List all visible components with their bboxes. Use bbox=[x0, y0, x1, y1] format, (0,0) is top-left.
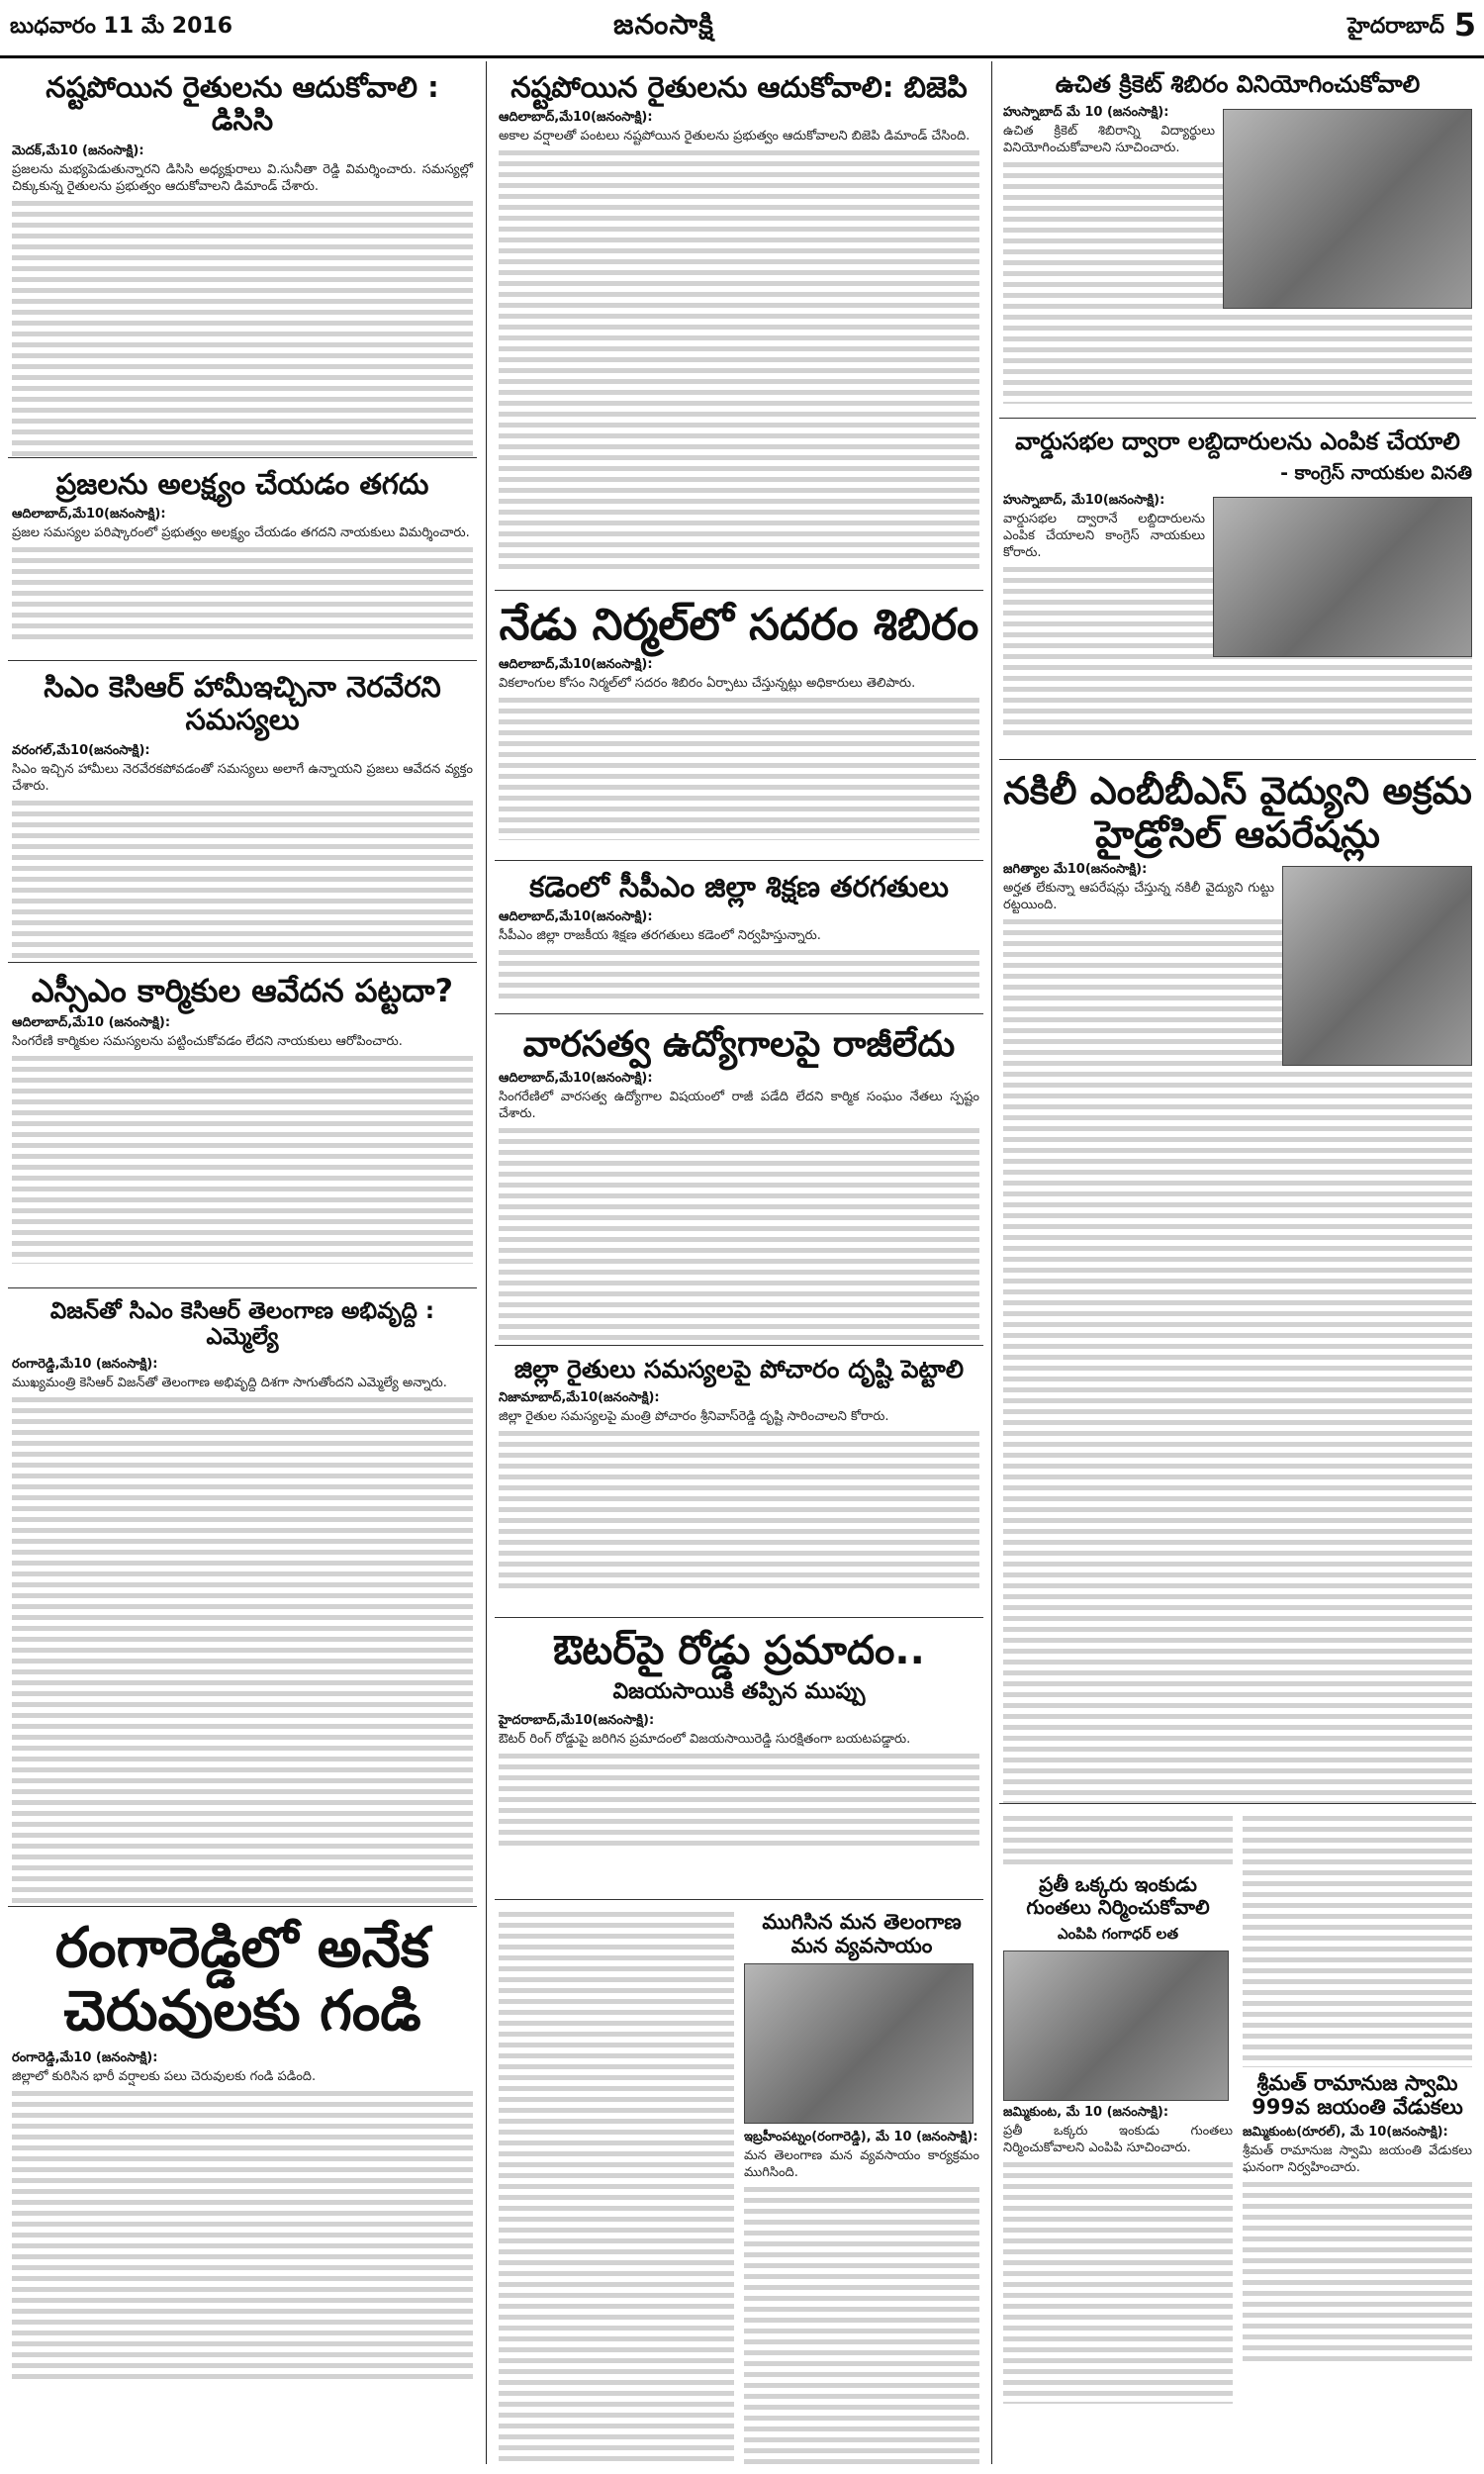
article-outer-accident bbox=[495, 1618, 983, 1900]
article-fake-doctor bbox=[999, 760, 1476, 1804]
article-body: ముఖ్యమంత్రి కెసిఆర్ విజన్‌తో తెలంగాణ అభివృద్ది దిశగా సాగుతోందని ఎమ్మెల్యే అన్నారు. bbox=[12, 1375, 447, 1390]
article-body: ప్రజల సమస్యల పరిష్కారంలో ప్రభుత్వం అలక్ష్యం చేయడం తగదని నాయకులు విమర్శించారు. bbox=[12, 525, 470, 541]
text-block bbox=[499, 944, 979, 1003]
column-right bbox=[999, 61, 1476, 2464]
headline: ఉచిత క్రికెట్ శిబిరం వినియోగించుకోవాలి bbox=[1055, 70, 1421, 98]
article-body: ఔటర్ రింగ్ రోడ్డుపై జరిగిన ప్రమాదంలో విజయసాయిరెడ్డి సురక్షితంగా బయటపడ్డారు. bbox=[499, 1732, 911, 1747]
article-pair-bottom bbox=[999, 1804, 1476, 2461]
text-block bbox=[12, 2085, 473, 2382]
dateline: ఆదిలాబాద్,మే10(జనంసాక్షి): bbox=[499, 909, 653, 925]
article-body: ప్రజలను మభ్యపెడుతున్నారని డిసిసి అధ్యక్షురాలు వి.సునీతా రెడ్డి విమర్శించారు. సమస్యల్లో చిక్కుకున్న రైతులను ప్రభుత్వం ఆదుకోవాలని డిమాండ్ చేశారు. bbox=[12, 161, 473, 194]
edition-city: హైదరాబాద్ bbox=[1347, 14, 1444, 39]
article-body: సిఎం ఇచ్చిన హామీలు నెరవేరకపోవడంతో సమస్యలు అలాగే ఉన్నాయని ప్రజలు ఆవేదన వ్యక్తం చేశారు. bbox=[12, 761, 473, 794]
column-middle bbox=[495, 61, 983, 2464]
article-body: జిల్లాలో కురిసిన భారీ వర్షాలకు పలు చెరువులకు గండి పడింది. bbox=[12, 2068, 317, 2084]
article-body: వికలాంగుల కోసం నిర్మల్‌లో సదరం శిబిరం ఏర్పాటు చేస్తున్నట్లు అధికారులు తెలిపారు. bbox=[499, 675, 916, 691]
dateline: ఆదిలాబాద్,మే10 (జనంసాక్షి): bbox=[12, 1014, 171, 1030]
headline: ముగిసిన మన తెలంగాణ మన వ్యవసాయం bbox=[762, 1910, 962, 1958]
headline: వారసత్వ ఉద్యోగాలపై రాజీలేదు bbox=[522, 1024, 956, 1065]
text-block bbox=[499, 1425, 979, 1593]
headline: నష్టపోయిన రైతులను ఆదుకోవాలి: బిజెపి bbox=[510, 70, 968, 104]
article-agriculture-event bbox=[495, 1900, 983, 2464]
dateline: జమ్మికుంట, మే 10 (జనంసాక్షి): bbox=[1003, 2105, 1169, 2120]
dateline: ఆదిలాబాద్,మే10(జనంసాక్షి): bbox=[499, 1071, 653, 1087]
article-body: ప్రతీ ఒక్కరు ఇంకుడు గుంతలు నిర్మించుకోవాలని ఎంపిపి సూచించారు. bbox=[1003, 2124, 1233, 2155]
article-body: సింగరేణిలో వారసత్వ ఉద్యోగాల విషయంలో రాజీ పడేది లేదని కార్మిక సంఘం నేతలు స్పష్టం చేశారు. bbox=[499, 1090, 979, 1122]
text-block bbox=[499, 144, 979, 570]
article-water-pits bbox=[1003, 1810, 1233, 2404]
article-body: అకాల వర్షాలతో పంటలు నష్టపోయిన రైతులను ప్రభుత్వం ఆదుకోవాలని బిజెపి డిమాండ్ చేసింది. bbox=[499, 129, 971, 144]
headline: ప్రజలను అలక్ష్యం చేయడం తగదు bbox=[55, 467, 429, 501]
article-inherited-jobs bbox=[495, 1014, 983, 1346]
congress-photo bbox=[1213, 497, 1472, 657]
article-ward-sabha bbox=[999, 419, 1476, 760]
text-block bbox=[12, 1050, 473, 1264]
article-cm-promises bbox=[8, 661, 477, 963]
article-body: శ్రీమత్ రామానుజ స్వామి జయంతి వేడుకలు ఘనంగా నిర్వహించారు. bbox=[1243, 2143, 1472, 2176]
headline: సిఎం కెసిఆర్ హామీఇచ్చినా నెరవేరని సమస్యలు bbox=[44, 670, 441, 737]
article-mla-vision bbox=[8, 1288, 477, 1907]
text-block bbox=[499, 1748, 979, 1847]
doctor-photo bbox=[1282, 866, 1472, 1066]
dateline: హుస్నాబాద్, మే10(జనంసాక్షి): bbox=[1003, 492, 1165, 508]
dateline: ఆదిలాబాద్,మే10(జనంసాక్షి): bbox=[12, 507, 166, 523]
headline: నష్టపోయిన రైతులను ఆదుకోవాలి : డిసిసి bbox=[46, 70, 439, 138]
dateline: రంగారెడ్డి,మే10 (జనంసాక్షి): bbox=[12, 2049, 158, 2065]
text-block bbox=[12, 541, 473, 640]
headline: జిల్లా రైతులు సమస్యలపై పోచారం దృష్టి పెట్టాలి bbox=[513, 1355, 965, 1383]
dateline: హుస్నాబాద్ మే 10 (జనంసాక్షి): bbox=[1003, 104, 1169, 120]
headline: ఔటర్‌పై రోడ్డు ప్రమాదం.. bbox=[553, 1628, 925, 1673]
headline: ప్రతీ ఒక్కరు ఇంకుడు గుంతలు నిర్మించుకోవాలి bbox=[1026, 1872, 1210, 1919]
article-ponds-breach bbox=[8, 1907, 477, 2464]
article-public-neglect bbox=[8, 458, 477, 661]
dateline: ఆదిలాబాద్,మే10(జనంసాక్షి): bbox=[499, 110, 653, 126]
article-body: జిల్లా రైతుల సమస్యలపై మంత్రి పోచారం శ్రీనివాస్‌రెడ్డి దృష్టి సారించాలని కోరారు. bbox=[499, 1408, 889, 1424]
text-block bbox=[499, 692, 979, 840]
newspaper-name: జనంసాక్షి bbox=[613, 8, 714, 41]
headline: విజన్‌తో సిఎం కెసిఆర్ తెలంగాణ అభివృద్ది : ఎమ్మెల్యే bbox=[49, 1298, 435, 1351]
text-block bbox=[1003, 1810, 1233, 1869]
issue-date: బుధవారం 11 మే 2016 bbox=[10, 14, 232, 39]
article-dcc-farmers bbox=[8, 61, 477, 458]
subheadline: - కాంగ్రెస్ నాయకుల వినతి bbox=[1280, 461, 1472, 484]
dateline: ఇబ్రహీంపట్నం(రంగారెడ్డి), మే 10 (జనంసాక్షి): bbox=[744, 2130, 978, 2145]
article-sadaram-camp bbox=[495, 591, 983, 861]
text-block bbox=[12, 795, 473, 963]
text-block bbox=[1003, 2156, 1233, 2404]
dateline: వరంగల్,మే10(జనంసాక్షి): bbox=[12, 742, 150, 758]
article-body: మన తెలంగాణ మన వ్యవసాయం కార్యక్రమం ముగిసింది. bbox=[744, 2148, 979, 2181]
page-number: 5 bbox=[1453, 6, 1476, 44]
article-cpm-training bbox=[495, 861, 983, 1014]
water-pits-photo bbox=[1003, 1951, 1229, 2101]
headline: వార్డుసభల ద్వారా లబ్దిదారులను ఎంపిక చేయాలి bbox=[1015, 428, 1460, 455]
column-divider bbox=[991, 61, 992, 2464]
article-body: ఉచిత క్రికెట్ శిబిరాన్ని విద్యార్థులు వినియోగించుకోవాలని సూచించారు. bbox=[1003, 123, 1215, 155]
article-bjp-farmers bbox=[495, 61, 983, 591]
subheadline: విజయసాయికి తప్పిన ముప్పు bbox=[612, 1679, 866, 1704]
text-block bbox=[1243, 1810, 1472, 2067]
event-photo bbox=[744, 1963, 974, 2124]
text-block bbox=[12, 1391, 473, 1906]
article-ramanuja bbox=[1243, 1810, 1472, 2404]
column-left bbox=[8, 61, 477, 2464]
headline: ఎస్సీఎం కార్మికుల ఆవేదన పట్టదా? bbox=[31, 972, 454, 1009]
dateline: జమ్మికుంట(రూరల్), మే 10(జనంసాక్షి): bbox=[1243, 2125, 1448, 2141]
text-block bbox=[12, 195, 473, 458]
text-block bbox=[1243, 2176, 1472, 2364]
dateline: జగిత్యాల మే10(జనంసాక్షి): bbox=[1003, 862, 1148, 878]
headline: నేడు నిర్మల్‌లో సదరం శిబిరం bbox=[499, 600, 979, 650]
text-block bbox=[744, 2181, 979, 2464]
dateline: నిజామాబాద్,మే10(జనంసాక్షి): bbox=[499, 1389, 660, 1405]
article-body: సీపీఎం జిల్లా రాజకీయ శిక్షణ తరగతులు కడెంలో నిర్వహిస్తున్నారు. bbox=[499, 928, 821, 944]
subheadline: ఎంపిపి గంగాధర్ లత bbox=[1057, 1925, 1178, 1943]
masthead bbox=[0, 0, 1484, 58]
article-workers bbox=[8, 963, 477, 1288]
article-body: సింగరేణి కార్మికుల సమస్యలను పట్టించుకోవడం లేదని నాయకులు ఆరోపించారు. bbox=[12, 1033, 403, 1049]
dateline: ఆదిలాబాద్,మే10(జనంసాక్షి): bbox=[499, 656, 653, 672]
column-divider bbox=[486, 61, 487, 2464]
cricket-photo bbox=[1223, 109, 1472, 309]
article-pocharam bbox=[495, 1346, 983, 1618]
dateline: హైదరాబాద్,మే10(జనంసాక్షి): bbox=[499, 1713, 655, 1728]
text-block bbox=[499, 1906, 734, 2464]
article-body: అర్హత లేకున్నా ఆపరేషన్లు చేస్తున్న నకిలీ వైద్యుని గుట్టు రట్టయింది. bbox=[1003, 881, 1274, 913]
dateline: మెదక్,మే10 (జనంసాక్షి): bbox=[12, 143, 144, 158]
article-body: వార్డుసభల ద్వారానే లబ్దిదారులను ఎంపిక చేయాలని కాంగ్రెస్ నాయకులు కోరారు. bbox=[1003, 511, 1205, 560]
article-cricket-camp bbox=[999, 61, 1476, 419]
headline: నకిలీ ఎంబీబీఎస్ వైద్యుని అక్రమ హైడ్రోసిల్ ఆపరేషన్లు bbox=[1003, 769, 1472, 856]
text-block bbox=[499, 1122, 979, 1340]
headline: రంగారెడ్డిలో అనేక చెరువులకు గండి bbox=[54, 1916, 430, 2045]
headline: కడెంలో సీపీఎం జిల్లా శిక్షణ తరగతులు bbox=[529, 870, 949, 904]
headline: శ్రీమత్ రామానుజ స్వామి 999వ జయంతి వేడుకలు bbox=[1252, 2071, 1463, 2120]
dateline: రంగారెడ్డి,మే10 (జనంసాక్షి): bbox=[12, 1356, 158, 1372]
